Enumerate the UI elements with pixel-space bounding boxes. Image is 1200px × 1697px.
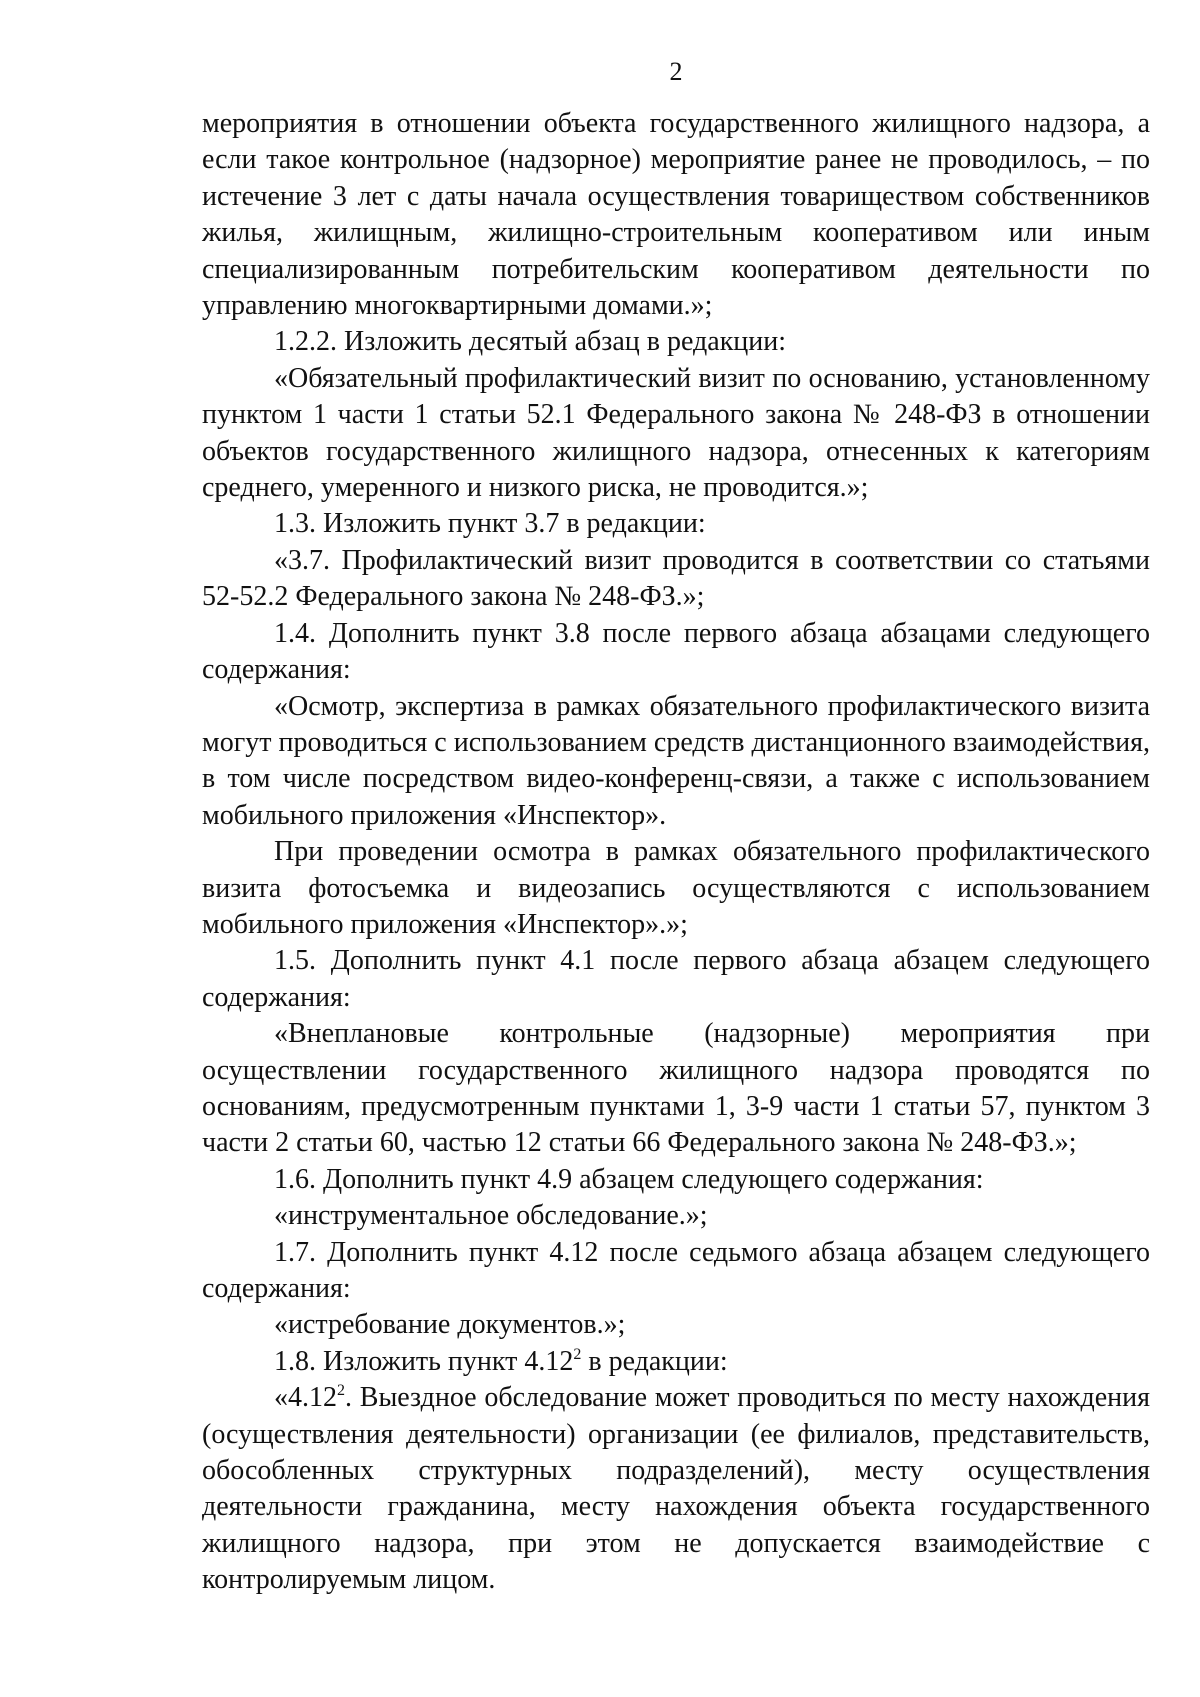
page-number: 2: [669, 57, 683, 86]
paragraph: 1.2.2. Изложить десятый абзац в редакции:: [274, 326, 787, 358]
paragraph: 1.5. Дополнить пункт 4.1 после первого абзаца абзацем следующего содержания:: [202, 945, 1150, 1013]
superscript: 2: [337, 1382, 345, 1400]
paragraph-text: «4.12: [274, 1382, 337, 1414]
superscript: 2: [573, 1345, 582, 1363]
paragraph-text: . Выездное обследование может проводиться по месту нахождения (осуществления деятельности) организации (ее филиалов, представительств, обособленных структурных подразделений), месту осуществления деятельности гражданина, месту нахождения объекта государственного жилищного надзора, при этом не допускается взаимодействие с контролируемым лицом.: [202, 1382, 1150, 1596]
paragraph-text: в редакции:: [581, 1345, 728, 1377]
paragraph: «Обязательный профилактический визит по основанию, установленному пунктом 1 части 1 статьи 52.1 Федерального закона № 248-ФЗ в отношении объектов государственного жилищного надзора, отнесенных к категориям среднего, умеренного и низкого риска, не проводится.»;: [202, 362, 1150, 504]
paragraph: 1.7. Дополнить пункт 4.12 после седьмого абзаца абзацем следующего содержания:: [202, 1236, 1150, 1304]
paragraph: [202, 1380, 1150, 1598]
paragraph: 1.4. Дополнить пункт 3.8 после первого абзаца абзацами следующего содержания:: [202, 617, 1150, 686]
paragraph: 1.3. Изложить пункт 3.7 в редакции:: [274, 508, 706, 540]
paragraph: 1.6. Дополнить пункт 4.9 абзацем следующего содержания:: [274, 1163, 984, 1195]
paragraph: «истребование документов.»;: [274, 1309, 626, 1341]
paragraph: «Внеплановые контрольные (надзорные) мероприятия при осуществлении государственного жилищного надзора проводятся по основаниям, предусмотренным пунктами 1, 3-9 части 1 статьи 57, пунктом 3 части 2 статьи 60, частью 12 статьи 66 Федерального закона № 248-ФЗ.»;: [202, 1018, 1150, 1159]
paragraph: «3.7. Профилактический визит проводится в соответствии со статьями 52-52.2 Федерального закона № 248-ФЗ.»;: [202, 544, 1150, 613]
paragraph-text: 1.8. Изложить пункт 4.12: [274, 1345, 574, 1377]
paragraph: При проведении осмотра в рамках обязательного профилактического визита фотосъемка и видеозапись осуществляются с использованием мобильного приложения «Инспектор».»;: [202, 836, 1150, 940]
paragraph: [202, 1344, 1150, 1380]
paragraph: «инструментальное обследование.»;: [274, 1200, 708, 1232]
paragraph: мероприятия в отношении объекта государственного жилищного надзора, а если такое контрольное (надзорное) мероприятие ранее не проводилось, – по истечение 3 лет с даты начала осуществления товариществом собственников жилья, жилищным, жилищно-строительным кооперативом или иным специализированным потребительским кооперативом деятельности по управлению многоквартирными домами.»;: [202, 108, 1150, 322]
paragraph: «Осмотр, экспертиза в рамках обязательного профилактического визита могут проводиться с использованием средств дистанционного взаимодействия, в том числе посредством видео-конференц-связи, а также с использованием мобильного приложения «Инспектор».: [202, 690, 1150, 831]
document-page: [202, 54, 1150, 1599]
